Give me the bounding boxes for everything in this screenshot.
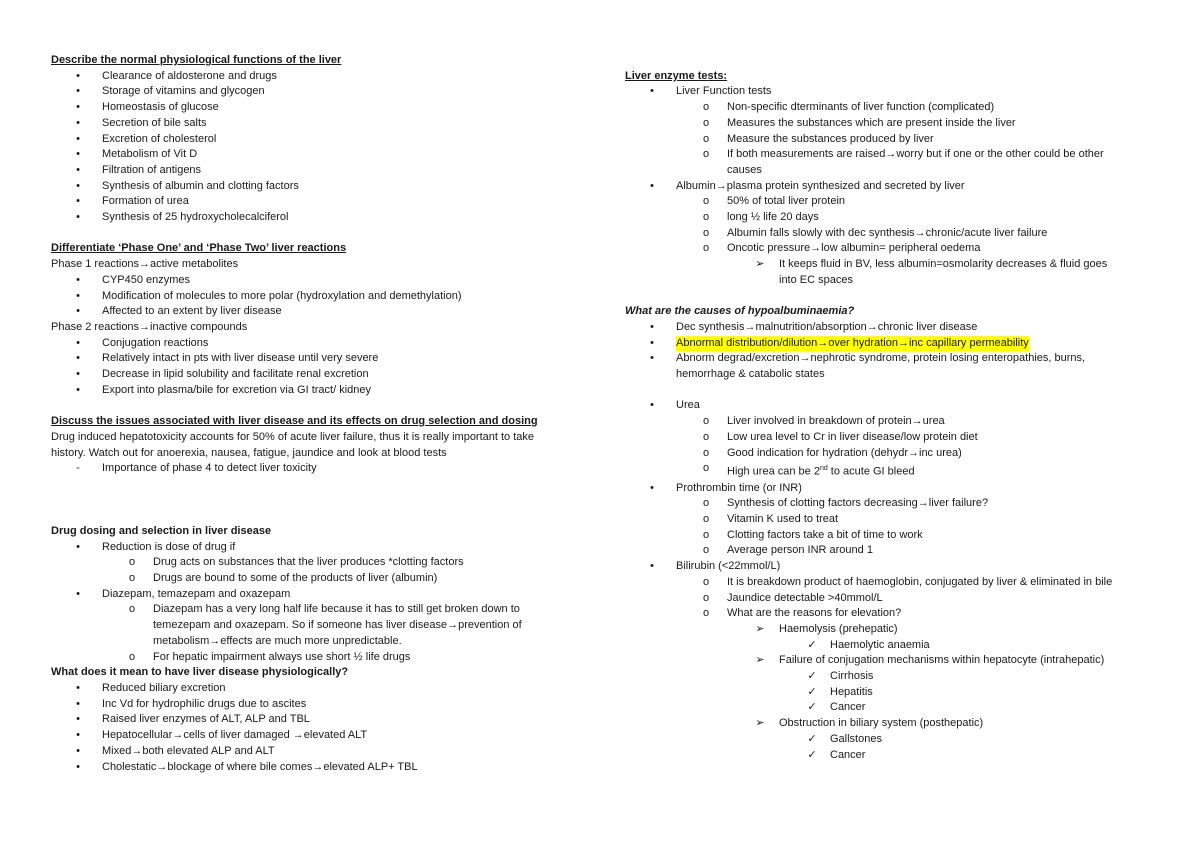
list-item-text: Liver involved in breakdown of protein→urea	[727, 415, 945, 428]
list-item	[625, 606, 1165, 622]
list-item-text: Conjugation reactions	[102, 336, 209, 349]
bullet-dot-icon: •	[76, 681, 80, 694]
list-item	[51, 351, 596, 367]
bullet-circle-icon: o	[128, 603, 136, 616]
list-item	[51, 84, 596, 100]
list-item	[625, 685, 1165, 701]
list-item	[625, 732, 1165, 748]
list-item	[51, 179, 596, 195]
list-item-text: Low urea level to Cr in liver disease/low protein diet	[727, 430, 978, 443]
section-heading	[51, 53, 596, 69]
section-heading	[51, 524, 596, 540]
list-item	[51, 367, 596, 383]
list-item	[51, 69, 596, 85]
list-item-text: Dec synthesis→malnutrition/absorption→chronic liver disease	[676, 320, 978, 333]
bullet-dot-icon: •	[650, 481, 654, 494]
paragraph-text: Phase 1 reactions→active metabolites	[51, 258, 239, 271]
bullet-circle-icon: o	[702, 132, 710, 145]
list-item-text: Mixed→both elevated ALP and ALT	[102, 744, 275, 757]
list-item	[51, 461, 596, 477]
list-item-text: Liver Function tests	[676, 85, 772, 98]
list-item-text: Relatively intact in pts with liver disease until very severe	[102, 352, 379, 365]
section-heading	[51, 414, 596, 430]
list-item	[625, 446, 1165, 462]
list-item-text: Storage of vitamins and glycogen	[102, 85, 265, 98]
list-item-text: Reduction is dose of drug if	[102, 540, 236, 553]
list-item	[51, 712, 596, 728]
paragraph-text: Phase 2 reactions→inactive compounds	[51, 320, 248, 333]
list-item-text: Clotting factors take a bit of time to work	[727, 528, 923, 541]
paragraph-text: history. Watch out for anoerexia, nausea, fatigue, jaundice and look at blood tests	[51, 446, 447, 459]
paragraph-text: Drug induced hepatotoxicity accounts for 50% of acute liver failure, thus it is really important to take	[51, 430, 535, 443]
list-item-text: temezepam and oxazepam. So if someone has liver disease→prevention of	[153, 619, 522, 632]
bullet-dash-icon: -	[76, 462, 80, 475]
bullet-dot-icon: •	[76, 540, 80, 553]
bullet-circle-icon: o	[702, 446, 710, 459]
heading-text: Drug dosing and selection in liver disease	[51, 524, 272, 537]
list-item	[625, 700, 1165, 716]
list-item-text: Albumin→plasma protein synthesized and secreted by liver	[676, 179, 965, 192]
list-item	[51, 571, 596, 587]
bullet-dot-icon: •	[76, 116, 80, 129]
list-item-text: Cirrhosis	[830, 670, 874, 683]
bullet-dot-icon: •	[76, 713, 80, 726]
bullet-circle-icon: o	[702, 497, 710, 510]
list-item-text: Oncotic pressure→low albumin= peripheral oedema	[727, 242, 981, 255]
list-item-text: Clearance of aldosterone and drugs	[102, 69, 277, 82]
list-item	[625, 528, 1165, 544]
list-item	[51, 540, 596, 556]
bullet-dot-icon: •	[76, 179, 80, 192]
list-item	[51, 194, 596, 210]
list-item-text: Hepatocellular→cells of liver damaged →elevated ALT	[102, 729, 368, 742]
bullet-dot-icon: •	[76, 163, 80, 176]
list-item-text: Reduced biliary excretion	[102, 681, 226, 694]
list-item	[51, 273, 596, 289]
bullet-dot-icon: •	[76, 305, 80, 318]
list-item	[51, 728, 596, 744]
bullet-dot-icon: •	[76, 368, 80, 381]
bullet-dot-icon: •	[76, 69, 80, 82]
list-item	[625, 116, 1165, 132]
checkmark-icon: ✓	[807, 638, 817, 651]
list-item	[625, 496, 1165, 512]
bullet-circle-icon: o	[702, 544, 710, 557]
checkmark-icon: ✓	[807, 685, 817, 698]
list-item-text: Measure the substances produced by liver	[727, 132, 934, 145]
list-item	[625, 179, 1165, 195]
bullet-circle-icon: o	[128, 572, 136, 585]
list-item-text: Vitamin K used to treat	[727, 513, 839, 525]
bullet-circle-icon: o	[702, 101, 710, 114]
spacer	[625, 383, 1165, 399]
list-item-text: Cancer	[830, 701, 866, 714]
list-item-text: Modification of molecules to more polar (hydroxylation and demethylation)	[102, 289, 462, 302]
checkmark-icon: ✓	[807, 701, 817, 714]
list-item	[625, 100, 1165, 116]
list-item-text: Affected to an extent by liver disease	[102, 305, 282, 318]
heading-text: What does it mean to have liver disease physiologically?	[51, 666, 349, 679]
list-item-text: Diazepam has a very long half life because it has to still get broken down to	[153, 603, 520, 616]
section-heading	[51, 665, 596, 681]
list-item-text: Diazepam, temazepam and oxazepam	[102, 587, 291, 600]
list-item	[625, 430, 1165, 446]
list-item-text: causes	[727, 163, 762, 176]
list-item	[625, 84, 1165, 100]
list-item-continuation	[625, 273, 1165, 289]
highlighted-list-text: Abnormal distribution/dilution→over hydration→inc capillary permeability	[676, 336, 1029, 352]
arrow-bullet-icon: ➢	[755, 717, 765, 730]
bullet-circle-icon: o	[702, 528, 710, 541]
list-item	[51, 555, 596, 571]
list-item-text: Formation of urea	[102, 195, 189, 208]
bullet-dot-icon: •	[650, 399, 654, 412]
list-item	[51, 304, 596, 320]
list-item-text: Average person INR around 1	[727, 544, 873, 557]
arrow-bullet-icon: ➢	[755, 258, 765, 271]
list-item-text: Filtration of antigens	[102, 163, 202, 176]
list-item	[51, 744, 596, 760]
list-item-continuation	[625, 367, 1165, 383]
list-item-text: Export into plasma/bile for excretion via GI tract/ kidney	[102, 383, 372, 396]
list-item-text: Drugs are bound to some of the products of liver (albumin)	[153, 572, 438, 585]
bullet-dot-icon: •	[76, 587, 80, 600]
list-item-continuation	[51, 618, 596, 634]
list-item	[625, 147, 1165, 163]
list-item	[625, 669, 1165, 685]
list-item-text: Haemolysis (prehepatic)	[779, 622, 898, 635]
list-item	[51, 147, 596, 163]
spacer	[51, 398, 596, 414]
bullet-circle-icon: o	[702, 513, 710, 525]
list-item	[625, 351, 1165, 367]
checkmark-icon: ✓	[807, 670, 817, 683]
list-item-text: Raised liver enzymes of ALT, ALP and TBL	[102, 713, 310, 726]
bullet-circle-icon: o	[702, 430, 710, 443]
list-item	[51, 697, 596, 713]
list-item-text: Importance of phase 4 to detect liver toxicity	[102, 462, 317, 475]
list-item-text: Inc Vd for hydrophilic drugs due to ascites	[102, 697, 307, 710]
bullet-dot-icon: •	[76, 148, 80, 161]
list-item	[625, 257, 1165, 273]
section-heading	[625, 69, 1165, 85]
list-item	[625, 241, 1165, 257]
list-item-text: CYP450 enzymes	[102, 273, 191, 286]
list-item-text: Bilirubin (<22mmol/L)	[676, 560, 781, 573]
list-item	[625, 481, 1165, 497]
list-item	[625, 638, 1165, 654]
list-item-text: Cancer	[830, 748, 866, 761]
list-item-text: High urea can be 2nd to acute GI bleed	[727, 465, 915, 478]
list-item-text: It keeps fluid in BV, less albumin=osmolarity decreases & fluid goes	[779, 258, 1108, 271]
heading-text: Liver enzyme tests:	[625, 69, 728, 82]
list-item	[625, 716, 1165, 732]
list-item-text: Albumin falls slowly with dec synthesis→chronic/acute liver failure	[727, 226, 1048, 239]
list-item	[625, 512, 1165, 528]
bullet-circle-icon: o	[702, 575, 710, 588]
checkmark-icon: ✓	[807, 732, 817, 745]
list-item	[51, 100, 596, 116]
list-item	[625, 543, 1165, 559]
list-item-text: Decrease in lipid solubility and facilitate renal excretion	[102, 368, 369, 381]
arrow-bullet-icon: ➢	[755, 654, 765, 667]
bullet-dot-icon: •	[76, 195, 80, 208]
list-item-text: Metabolism of Vit D	[102, 148, 198, 161]
list-item	[51, 289, 596, 305]
list-item-text: hemorrhage & catabolic states	[676, 368, 825, 381]
list-item	[625, 414, 1165, 430]
bullet-circle-icon: o	[128, 556, 136, 569]
bullet-dot-icon: •	[650, 352, 654, 365]
spacer	[625, 53, 1165, 69]
bullet-circle-icon: o	[702, 116, 710, 129]
list-item-text: Cholestatic→blockage of where bile comes→elevated ALP+ TBL	[102, 760, 418, 773]
bullet-dot-icon: •	[76, 697, 80, 710]
list-item-text: Good indication for hydration (dehydr→inc urea)	[727, 446, 962, 459]
spacer	[51, 477, 596, 524]
list-item-text: Homeostasis of glucose	[102, 101, 219, 114]
list-item	[625, 210, 1165, 226]
bullet-circle-icon: o	[702, 195, 710, 208]
list-item	[51, 760, 596, 776]
list-item-text: Jaundice detectable >40mmol/L	[727, 591, 883, 604]
list-item-text: metabolism→effects are much more unpredictable.	[153, 634, 402, 647]
bullet-circle-icon: o	[702, 211, 710, 224]
bullet-dot-icon: •	[650, 85, 654, 98]
list-item-text: Synthesis of 25 hydroxycholecalciferol	[102, 211, 289, 224]
bullet-circle-icon: o	[702, 591, 710, 604]
list-item	[51, 116, 596, 132]
heading-text: Discuss the issues associated with liver disease and its effects on drug selection and dosing	[51, 415, 538, 428]
list-item-text: Synthesis of clotting factors decreasing→liver failure?	[727, 497, 989, 510]
list-item-continuation	[51, 634, 596, 650]
paragraph-line	[51, 446, 596, 462]
list-item	[51, 132, 596, 148]
list-item	[625, 653, 1165, 669]
list-item-text: Non-specific dterminants of liver function (complicated)	[727, 101, 995, 114]
bullet-circle-icon: o	[702, 226, 710, 239]
right-column	[625, 53, 1165, 763]
list-item	[625, 622, 1165, 638]
section-heading	[625, 304, 1165, 320]
list-item-text: Secretion of bile salts	[102, 116, 207, 129]
list-item-text: Synthesis of albumin and clotting factors	[102, 179, 299, 192]
list-item-text: Haemolytic anaemia	[830, 638, 930, 651]
bullet-dot-icon: •	[76, 729, 80, 742]
list-item-text: Excretion of cholesterol	[102, 132, 217, 145]
list-item	[51, 336, 596, 352]
list-item	[51, 681, 596, 697]
list-item	[625, 748, 1165, 764]
bullet-circle-icon: o	[702, 607, 710, 620]
bullet-dot-icon: •	[76, 211, 80, 224]
bullet-dot-icon: •	[76, 744, 80, 757]
bullet-circle-icon: o	[702, 242, 710, 255]
list-item	[51, 383, 596, 399]
bullet-dot-icon: •	[650, 179, 654, 192]
checkmark-icon: ✓	[807, 748, 817, 761]
heading-text: Describe the normal physiological functions of the liver	[51, 54, 342, 66]
list-item	[51, 602, 596, 618]
bullet-circle-icon: o	[128, 650, 136, 663]
bullet-dot-icon: •	[76, 132, 80, 145]
heading-text: What are the causes of hypoalbuminaemia?	[625, 305, 855, 318]
list-item	[51, 650, 596, 666]
list-item-text: Prothrombin time (or INR)	[676, 481, 802, 494]
list-item	[625, 320, 1165, 336]
list-item	[51, 163, 596, 179]
list-item-text: What are the reasons for elevation?	[727, 607, 902, 620]
list-item	[625, 461, 1165, 480]
paragraph-line	[51, 320, 596, 336]
bullet-circle-icon: o	[702, 462, 710, 475]
bullet-dot-icon: •	[76, 352, 80, 365]
bullet-dot-icon: •	[76, 336, 80, 349]
bullet-dot-icon: •	[650, 320, 654, 333]
bullet-dot-icon: •	[650, 560, 654, 573]
list-item-text: into EC spaces	[779, 273, 853, 286]
list-item-text: If both measurements are raised→worry but if one or the other could be other	[727, 148, 1104, 161]
bullet-dot-icon: •	[76, 383, 80, 396]
bullet-circle-icon: o	[702, 148, 710, 161]
paragraph-line	[51, 257, 596, 273]
list-item	[625, 559, 1165, 575]
list-item-text: It is breakdown product of haemoglobin, conjugated by liver & eliminated in bile	[727, 575, 1113, 588]
bullet-dot-icon: •	[76, 85, 80, 98]
list-item-text: Failure of conjugation mechanisms within hepatocyte (intrahepatic)	[779, 654, 1105, 667]
arrow-bullet-icon: ➢	[755, 622, 765, 635]
list-item	[625, 336, 1165, 352]
left-column	[51, 53, 596, 775]
heading-text: Differentiate ‘Phase One’ and ‘Phase Two’ liver reactions	[51, 242, 347, 255]
list-item-text: 50% of total liver protein	[727, 195, 846, 208]
list-item	[51, 210, 596, 226]
list-item	[625, 591, 1165, 607]
list-item-text: Measures the substances which are present inside the liver	[727, 116, 1016, 129]
list-item-continuation	[625, 163, 1165, 179]
bullet-dot-icon: •	[650, 336, 654, 349]
list-item	[625, 194, 1165, 210]
list-item	[625, 132, 1165, 148]
bullet-circle-icon: o	[702, 415, 710, 428]
section-heading	[51, 241, 596, 257]
list-item-text: Obstruction in biliary system (posthepatic)	[779, 717, 984, 730]
list-item-text: Hepatitis	[830, 685, 873, 698]
list-item-text: For hepatic impairment always use short ½ life drugs	[153, 650, 411, 663]
list-item-text: Gallstones	[830, 732, 882, 745]
spacer	[51, 226, 596, 242]
bullet-dot-icon: •	[76, 760, 80, 773]
list-item-text: Drug acts on substances that the liver produces *clotting factors	[153, 556, 464, 569]
bullet-dot-icon: •	[76, 289, 80, 302]
bullet-dot-icon: •	[76, 273, 80, 286]
list-item-text: Urea	[676, 399, 700, 412]
list-item	[625, 226, 1165, 242]
list-item-text: Abnorm degrad/excretion→nephrotic syndrome, protein losing enteropathies, burns,	[676, 352, 1086, 365]
spacer	[625, 289, 1165, 305]
list-item	[51, 587, 596, 603]
bullet-dot-icon: •	[76, 101, 80, 114]
list-item-text: long ½ life 20 days	[727, 211, 819, 224]
list-item	[625, 398, 1165, 414]
list-item	[625, 575, 1165, 591]
paragraph-line	[51, 430, 596, 446]
